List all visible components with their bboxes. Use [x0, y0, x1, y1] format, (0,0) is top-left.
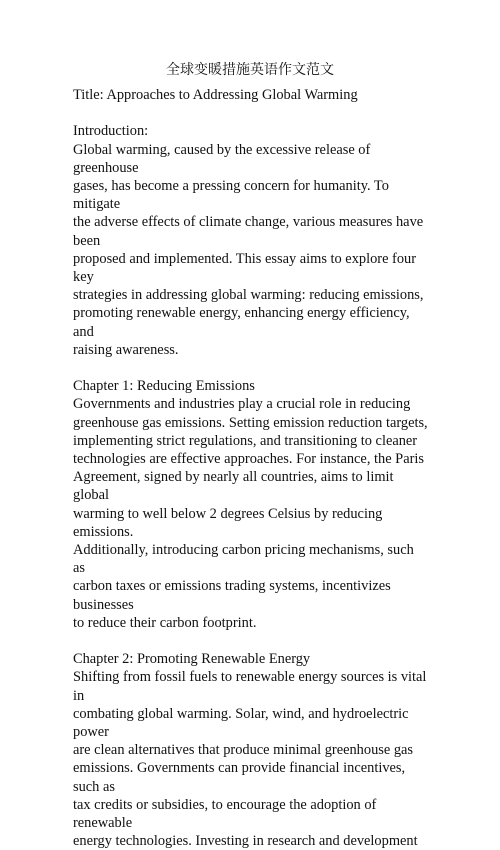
paragraph-spacer: [73, 632, 429, 650]
chapter2-heading: Chapter 2: Promoting Renewable Energy: [73, 651, 311, 668]
chapter1-text: Governments and industries play a crucial role in reducing greenhouse gas emissions. Setting emission reduction targets, implementing strict regulations, and transitioning to cleaner technologies are effective approaches. For instance, the Paris Agreement, signed by nearly all countries, aims to limit global warming to well below 2 degrees Celsius by reducing emissions. Additionally, introducing carbon pricing mechanisms, such as carbon taxes or emissions trading systems, incentivizes businesses to reduce their carbon footprint.: [73, 396, 428, 631]
paragraph-spacer: [73, 359, 429, 377]
chapter2-text: Shifting from fossil fuels to renewable energy sources is vital in combating global warming. Solar, wind, and hydroelectric power are clean alternatives that produce minimal greenhouse gas emissions. Governments can provide financial incentives, such as tax credits or subsidies, to encourage the adoption of renewable energy technologies. Investing in research and development: [73, 669, 427, 850]
introduction-heading: Introduction:: [73, 123, 149, 140]
document-body: [73, 86, 429, 850]
paragraph-spacer: [73, 104, 429, 122]
document-heading: 全球变暖措施英语作文范文: [166, 62, 334, 78]
chapter1-heading: Chapter 1: Reducing Emissions: [73, 378, 255, 395]
introduction-text: Global warming, caused by the excessive release of greenhouse gases, has become a pressing concern for humanity. To mitigate the adverse effects of climate change, various measures have been proposed and implemented. This essay aims to explore four key strategies in addressing global warming: reducing emissions, promoting renewable energy, enhancing energy efficiency, and raising awareness.: [73, 141, 424, 358]
essay-title: Title: Approaches to Addressing Global Warming: [73, 87, 358, 103]
